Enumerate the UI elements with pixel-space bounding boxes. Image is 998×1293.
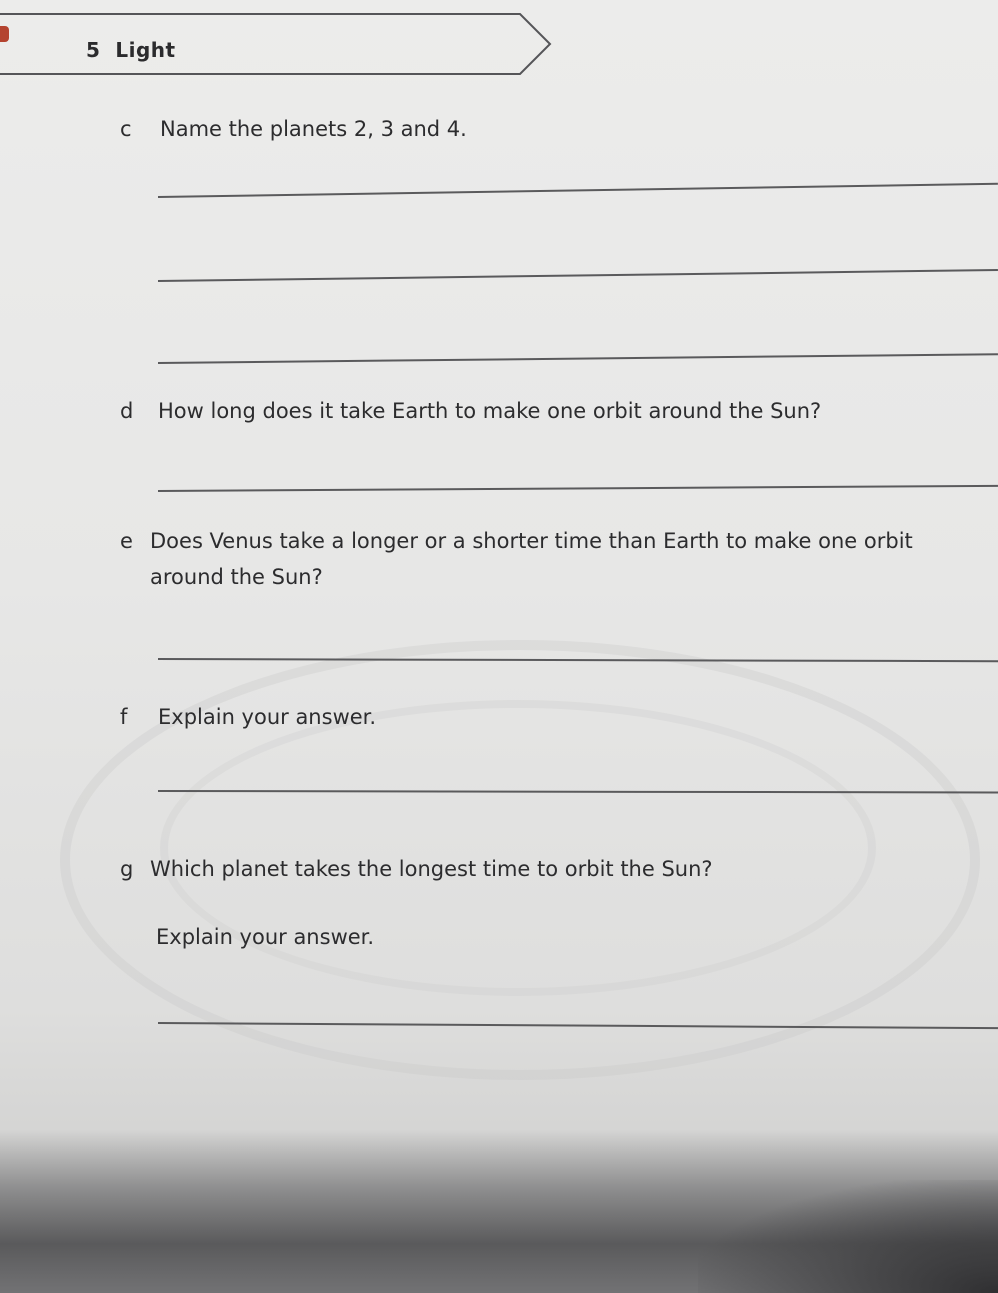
question-letter: e <box>120 529 133 553</box>
question-text: Which planet takes the longest time to orbit the Sun? <box>150 857 713 881</box>
page-corner-shadow <box>698 1180 998 1293</box>
chapter-name: Light <box>115 38 176 62</box>
question-f <box>120 698 376 736</box>
question-c <box>120 110 467 148</box>
question-text-line-2: around the Sun? <box>150 565 323 589</box>
question-text: Name the planets 2, 3 and 4. <box>160 117 467 141</box>
question-subtext: Explain your answer. <box>156 925 375 949</box>
question-d <box>120 392 821 430</box>
question-letter: g <box>120 857 134 881</box>
answer-line-c-3[interactable] <box>158 353 998 364</box>
question-e-continued <box>150 558 323 596</box>
question-g <box>120 850 713 888</box>
chapter-banner <box>0 10 560 80</box>
question-letter: c <box>120 117 132 141</box>
chapter-title <box>86 38 176 62</box>
answer-line-c-2[interactable] <box>158 269 998 282</box>
question-e <box>120 522 913 560</box>
question-text: Explain your answer. <box>158 705 377 729</box>
chapter-number: 5 <box>86 38 101 62</box>
question-text-line-1: Does Venus take a longer or a shorter time than Earth to make one orbit <box>150 529 913 553</box>
answer-line-c-1[interactable] <box>158 183 998 198</box>
question-letter: d <box>120 399 134 423</box>
question-letter: f <box>120 705 128 729</box>
question-text: How long does it take Earth to make one orbit around the Sun? <box>158 399 822 423</box>
question-g-subtext <box>156 918 374 956</box>
answer-line-d[interactable] <box>158 485 998 492</box>
